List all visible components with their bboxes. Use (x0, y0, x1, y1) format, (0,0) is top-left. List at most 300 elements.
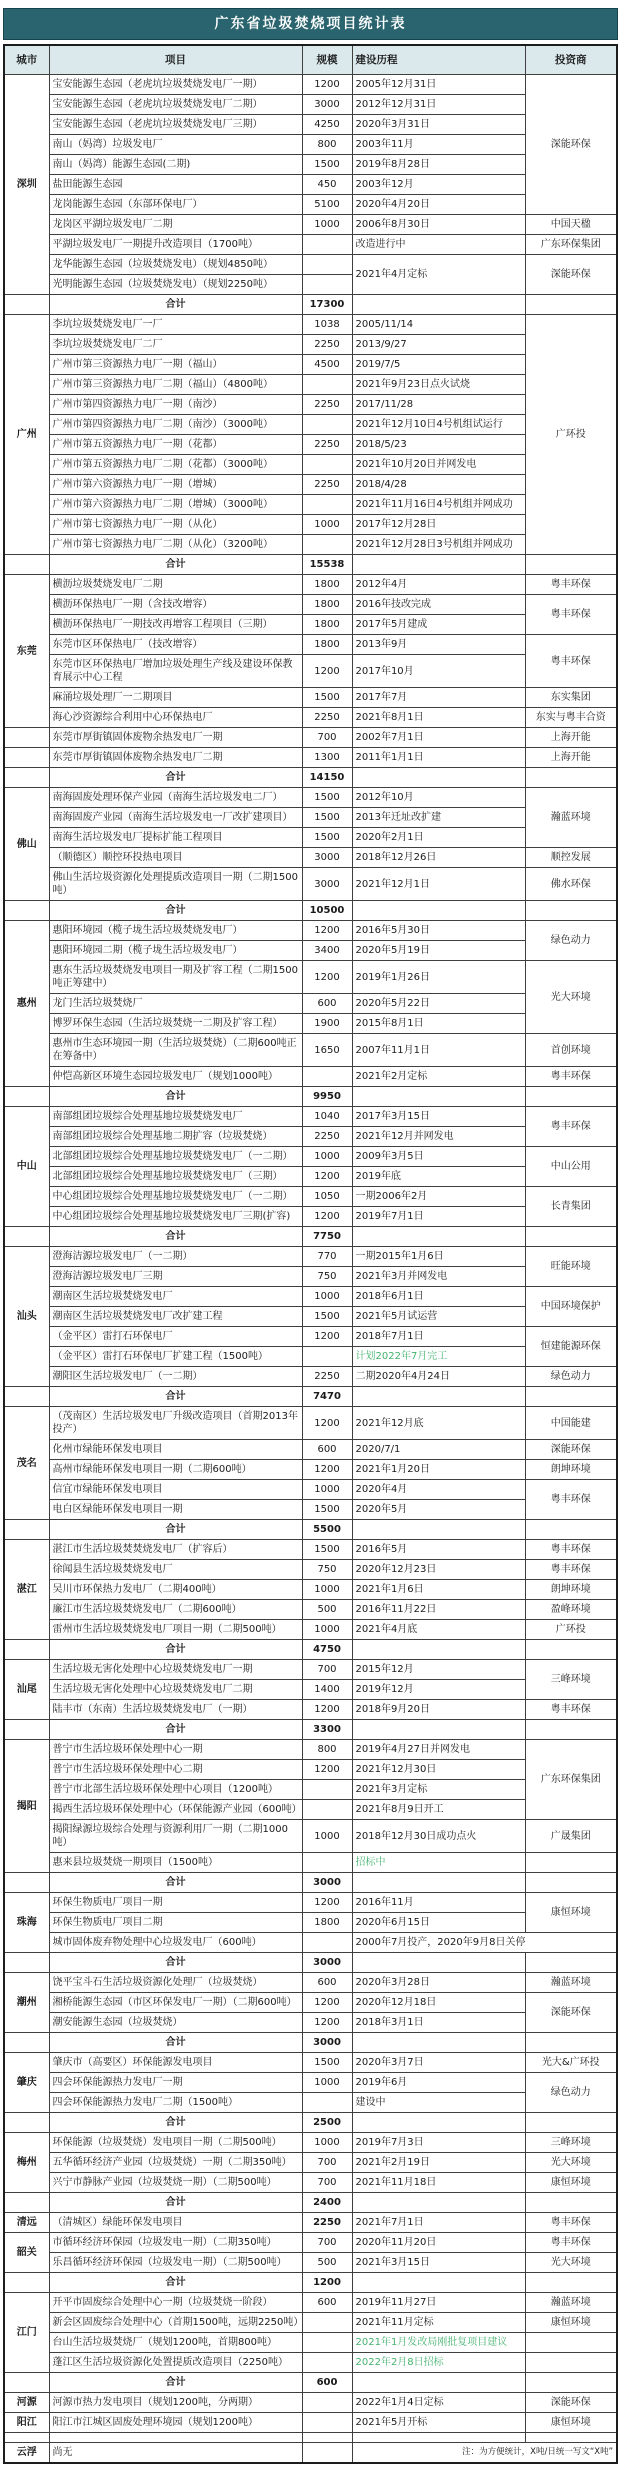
scale-cell: 1200 (302, 1460, 352, 1480)
total-row (4, 1640, 617, 1660)
city-cell: 韶关 (4, 2233, 49, 2273)
city-cell (4, 1520, 49, 1540)
table-row (4, 2393, 617, 2413)
project-cell: 潮阳区生活垃圾发电厂（一二期） (49, 1367, 302, 1387)
investor-cell (525, 2033, 617, 2053)
project-cell: 化州市绿能环保发电项目 (49, 1440, 302, 1460)
total-row (4, 295, 617, 315)
total-row (4, 1720, 617, 1740)
scale-cell: 1000 (302, 1480, 352, 1500)
city-cell: 揭阳 (4, 1740, 49, 1873)
scale-cell: 500 (302, 1600, 352, 1620)
investor-cell: 中国环境保护 (525, 1287, 617, 1327)
history-cell: 2020年3月31日 (352, 115, 525, 135)
history-cell: 2012年10月 (352, 788, 525, 808)
table-row (4, 2353, 617, 2373)
history-cell: 2020年5月 (352, 1500, 525, 1520)
history-cell: 2020年12月23日 (352, 1560, 525, 1580)
project-cell: 南山（妈湾）垃圾发电厂 (49, 135, 302, 155)
table-row (4, 1700, 617, 1720)
investor-cell: 朗坤环境 (525, 1460, 617, 1480)
scale-cell: 1400 (302, 1680, 352, 1700)
table-row (4, 1287, 617, 1307)
investor-cell: 瀚蓝环境 (525, 788, 617, 848)
project-cell: 南部组团垃圾综合处理基地垃圾焚烧发电厂 (49, 1107, 302, 1127)
project-cell: 湘桥能源生态园（市区环保发电厂一期）（二期600吨） (49, 1993, 302, 2013)
history-cell: 2018年7月1日 (352, 1327, 525, 1347)
city-cell (4, 1873, 49, 1893)
scale-cell: 2250 (302, 708, 352, 728)
scale-cell (302, 235, 352, 255)
table-row (4, 315, 617, 335)
investor-cell: 中国天楹 (525, 215, 617, 235)
history-cell: 2021年12月10日4号机组试运行 (352, 415, 525, 435)
investor-cell: 长青集团 (525, 1187, 617, 1227)
investor-cell: 佛水环保 (525, 868, 617, 901)
total-label: 合计 (49, 1087, 302, 1107)
table-row (4, 595, 617, 615)
table-row (4, 708, 617, 728)
investor-cell: 粤丰环保 (525, 1067, 617, 1087)
history-cell: 2021年8月1日 (352, 708, 525, 728)
history-cell: 2017年10月 (352, 655, 525, 688)
total-label: 合计 (49, 901, 302, 921)
history-cell (352, 1953, 525, 1973)
table-row (4, 1480, 617, 1500)
scale-cell: 1500 (302, 828, 352, 848)
investor-cell (525, 1720, 617, 1740)
scale-cell: 5100 (302, 195, 352, 215)
total-label: 合计 (49, 295, 302, 315)
project-cell: 四会环保能源热力发电厂一期 (49, 2073, 302, 2093)
table-row (4, 1933, 617, 1953)
investor-cell (525, 1087, 617, 1107)
total-label: 合计 (49, 2193, 302, 2213)
total-row (4, 2193, 617, 2213)
table-row (4, 788, 617, 808)
city-cell: 汕尾 (4, 1660, 49, 1720)
table-row (4, 1367, 617, 1387)
history-cell: 2018年9月20日 (352, 1700, 525, 1720)
scale-cell: 3000 (302, 868, 352, 901)
investor-cell: 绿色动力 (525, 2073, 617, 2113)
total-label: 合计 (49, 2113, 302, 2133)
scale-cell: 1200 (302, 1993, 352, 2013)
investor-cell (525, 1640, 617, 1660)
project-cell: 陆丰市（东南）生活垃圾焚烧发电厂（一期） (49, 1700, 302, 1720)
history-cell: 2021年5月开标 (352, 2413, 525, 2433)
history-cell: 2021年8月9日开工 (352, 1800, 525, 1820)
project-cell: 北部组团垃圾综合处理基地垃圾焚烧发电厂（三期） (49, 1167, 302, 1187)
scale-cell (302, 1800, 352, 1820)
history-cell: 一期2006年2月 (352, 1187, 525, 1207)
total-label: 合计 (49, 1640, 302, 1660)
history-cell: 2016年11月 (352, 1893, 525, 1913)
project-cell: 揭阳绿源垃圾综合处理与资源利用厂一期（二期1000吨） (49, 1820, 302, 1853)
history-cell: 2021年12月30日 (352, 1760, 525, 1780)
scale-cell: 2250 (302, 1367, 352, 1387)
investor-cell (525, 1227, 617, 1247)
table-row (4, 2073, 617, 2093)
investor-cell: 深能环保 (525, 1440, 617, 1460)
history-cell: 2000年7月投产，2020年9月8日关停 (352, 1933, 617, 1953)
investor-cell: 瀚蓝环境 (525, 1973, 617, 1993)
history-cell (352, 1873, 525, 1893)
history-cell: 2016年11月22日 (352, 1600, 525, 1620)
investor-cell: 广环投 (525, 1620, 617, 1640)
investor-cell: 康恒环境 (525, 2413, 617, 2433)
project-cell: 广州市第六资源热力电厂二期（增城）（3000吨） (49, 495, 302, 515)
table-body (4, 75, 617, 2464)
table-row (4, 1327, 617, 1347)
scale-cell: 1040 (302, 1107, 352, 1127)
scale-cell (302, 1853, 352, 1873)
city-cell: 梅州 (4, 2133, 49, 2193)
scale-cell: 1000 (302, 1580, 352, 1600)
history-cell: 2017年7月 (352, 688, 525, 708)
total-value: 5500 (302, 1520, 352, 1540)
investor-cell (525, 2113, 617, 2133)
total-value: 17300 (302, 295, 352, 315)
history-cell: 2021年2月19日 (352, 2153, 525, 2173)
history-cell: 2018年6月1日 (352, 1287, 525, 1307)
table-row (4, 2053, 617, 2073)
total-row (4, 768, 617, 788)
history-cell: 2020年3月28日 (352, 1973, 525, 1993)
history-cell: 2003年12月 (352, 175, 525, 195)
total-row (4, 1953, 617, 1973)
total-row (4, 1227, 617, 1247)
scale-cell: 1200 (302, 1167, 352, 1187)
history-cell (352, 768, 525, 788)
investor-cell: 首创环境 (525, 1034, 617, 1067)
scale-cell: 1200 (302, 1327, 352, 1347)
city-cell: 广州 (4, 315, 49, 555)
project-cell: 中心组团垃圾综合处理基地垃圾焚烧发电厂（一二期） (49, 1187, 302, 1207)
total-value: 3000 (302, 1953, 352, 1973)
investor-cell: 上海开能 (525, 728, 617, 748)
project-cell: 南山（妈湾）能源生态园(二期) (49, 155, 302, 175)
investor-cell (525, 1853, 617, 1873)
city-cell: 阳江 (4, 2413, 49, 2433)
history-cell: 2020年4月 (352, 1480, 525, 1500)
investor-cell: 上海开能 (525, 748, 617, 768)
history-cell: 2020年5月19日 (352, 941, 525, 961)
history-cell: 2021年9月23日点火试烧 (352, 375, 525, 395)
city-cell (4, 2193, 49, 2213)
total-value: 3000 (302, 1873, 352, 1893)
column-header-investor: 投资商 (525, 45, 617, 75)
history-cell: 2021年12月1日 (352, 868, 525, 901)
scale-cell: 600 (302, 1440, 352, 1460)
table-row (4, 2313, 617, 2333)
scale-cell: 1000 (302, 2133, 352, 2153)
table-row (4, 1660, 617, 1680)
scale-cell (302, 255, 352, 275)
project-cell: 横沥环保热电厂一期（含技改增容） (49, 595, 302, 615)
project-cell: 揭西生活垃圾环保处理中心（环保能源产业园（600吨） (49, 1800, 302, 1820)
city-cell: 河源 (4, 2393, 49, 2413)
table-row (4, 2413, 617, 2433)
table-row (4, 1580, 617, 1600)
total-label: 合计 (49, 2373, 302, 2393)
scale-cell (302, 2353, 352, 2373)
city-cell (4, 1227, 49, 1247)
history-cell (352, 2273, 525, 2293)
project-cell: （金平区）雷打石环保电厂扩建工程（1500吨） (49, 1347, 302, 1367)
scale-cell: 750 (302, 1560, 352, 1580)
history-cell: 2020/7/1 (352, 1440, 525, 1460)
city-cell (4, 901, 49, 921)
table-row (4, 2253, 617, 2273)
investor-cell: 粤丰环保 (525, 1480, 617, 1520)
page-title: 广东省垃圾焚烧项目统计表 (3, 8, 618, 40)
city-cell: 湛江 (4, 1540, 49, 1640)
investor-cell: 光大环境 (525, 2253, 617, 2273)
total-label: 合计 (49, 555, 302, 575)
project-cell: 尚无 (49, 2443, 302, 2464)
project-cell: 中心组团垃圾综合处理基地垃圾焚烧发电厂三期(扩容) (49, 1207, 302, 1227)
scale-cell: 1800 (302, 575, 352, 595)
project-cell: 李坑垃圾焚烧发电厂一厂 (49, 315, 302, 335)
scale-cell (302, 1933, 352, 1953)
scale-cell: 1800 (302, 615, 352, 635)
investor-cell: 粤丰环保 (525, 635, 617, 688)
scale-cell: 1000 (302, 515, 352, 535)
history-cell: 注：为方便统计，X吨/日统一写文“X吨” (352, 2443, 617, 2464)
history-cell: 2007年11月1日 (352, 1034, 525, 1067)
table-row (4, 215, 617, 235)
table-row (4, 1560, 617, 1580)
table-row (4, 688, 617, 708)
investor-cell: 广东环保集团 (525, 1740, 617, 1820)
total-value: 7750 (302, 1227, 352, 1247)
scale-cell: 500 (302, 2253, 352, 2273)
scale-cell: 700 (302, 2153, 352, 2173)
investor-cell: 粤丰环保 (525, 1540, 617, 1560)
history-cell: 2012年12月31日 (352, 95, 525, 115)
total-value: 3300 (302, 1720, 352, 1740)
scale-cell: 2250 (302, 335, 352, 355)
history-cell (352, 1720, 525, 1740)
project-cell: （清城区）绿能环保发电项目 (49, 2213, 302, 2233)
column-header-city: 城市 (4, 45, 49, 75)
history-cell: 2019/7/5 (352, 355, 525, 375)
scale-cell (302, 2413, 352, 2433)
table-row (4, 75, 617, 95)
investor-cell: 深能环保 (525, 255, 617, 295)
scale-cell: 450 (302, 175, 352, 195)
scale-cell: 1500 (302, 788, 352, 808)
history-cell: 2017年5月建成 (352, 615, 525, 635)
history-cell: 2019年12月 (352, 1680, 525, 1700)
scale-cell: 1200 (302, 1207, 352, 1227)
investor-cell (525, 2373, 617, 2393)
scale-cell (302, 2443, 352, 2464)
project-cell: 东莞市区环保热电厂（技改增容） (49, 635, 302, 655)
scale-cell: 1038 (302, 315, 352, 335)
city-cell (4, 2373, 49, 2393)
history-cell: 2019年底 (352, 1167, 525, 1187)
history-cell: 2019年8月28日 (352, 155, 525, 175)
table-row (4, 1034, 617, 1067)
total-value: 600 (302, 2373, 352, 2393)
scale-cell (302, 455, 352, 475)
history-cell: 2019年6月 (352, 2073, 525, 2093)
history-cell: 2021年3月15日 (352, 2253, 525, 2273)
total-row (4, 2033, 617, 2053)
total-row (4, 1873, 617, 1893)
project-cell: 惠阳环境园二期（榄子垅生活垃圾发电厂） (49, 941, 302, 961)
scale-cell (302, 2093, 352, 2113)
table-row (4, 1600, 617, 1620)
history-cell: 2021年12月28日3号机组并网成功 (352, 535, 525, 555)
project-cell: 普宁市北部生活垃圾环保处理中心项目（1200吨） (49, 1780, 302, 1800)
total-row (4, 901, 617, 921)
investor-cell (525, 768, 617, 788)
total-value: 4750 (302, 1640, 352, 1660)
project-cell: 河源市热力发电项目（规划1200吨，分两期） (49, 2393, 302, 2413)
project-cell: 惠来县垃圾焚烧一期项目（1500吨） (49, 1853, 302, 1873)
scale-cell (302, 535, 352, 555)
project-cell: 市循环经济环保园（垃圾发电一期）（二期350吨） (49, 2233, 302, 2253)
scale-cell: 700 (302, 2173, 352, 2193)
history-cell: 2019年7月3日 (352, 2133, 525, 2153)
table-row (4, 1460, 617, 1480)
project-cell: 惠州市生态环境园一期（生活垃圾焚烧）（二期600吨正在筹备中） (49, 1034, 302, 1067)
total-value: 15538 (302, 555, 352, 575)
scale-cell (302, 495, 352, 515)
project-cell: 环保生物质电厂项目二期 (49, 1913, 302, 1933)
history-cell (352, 1387, 525, 1407)
table-row (4, 2173, 617, 2193)
investor-cell: 瀚蓝环境 (525, 2293, 617, 2313)
investor-cell: 东实与粤丰合资 (525, 708, 617, 728)
history-cell: 招标中 (352, 1853, 525, 1873)
history-cell (352, 295, 525, 315)
history-cell: 2018/5/23 (352, 435, 525, 455)
total-label: 合计 (49, 1720, 302, 1740)
history-cell: 计划2022年7月完工 (352, 1347, 525, 1367)
scale-cell (302, 2313, 352, 2333)
project-cell: 宝安能源生态园（老虎坑垃圾焚烧发电厂三期） (49, 115, 302, 135)
scale-cell: 1200 (302, 1700, 352, 1720)
table-row (4, 961, 617, 994)
history-cell: 2005/11/14 (352, 315, 525, 335)
project-cell: 电白区绿能环保发电项目一期 (49, 1500, 302, 1520)
scale-cell: 1200 (302, 655, 352, 688)
history-cell (352, 2193, 525, 2213)
table-row (4, 2153, 617, 2173)
scale-cell: 1000 (302, 2073, 352, 2093)
city-cell: 清远 (4, 2213, 49, 2233)
project-cell: 龙岗能源生态园（东部环保电厂） (49, 195, 302, 215)
investor-cell: 绿色动力 (525, 1367, 617, 1387)
history-cell: 2018年12月30日成功点火 (352, 1820, 525, 1853)
scale-cell (302, 2393, 352, 2413)
city-cell (4, 2113, 49, 2133)
project-cell: 普宁市生活垃圾环保处理中心二期 (49, 1760, 302, 1780)
scale-cell: 1000 (302, 1287, 352, 1307)
scale-cell: 1200 (302, 1893, 352, 1913)
table-row (4, 635, 617, 655)
city-cell: 中山 (4, 1107, 49, 1227)
investor-cell: 广东环保集团 (525, 235, 617, 255)
history-cell: 2022年2月8日招标 (352, 2353, 525, 2373)
history-cell: 2016年5月 (352, 1540, 525, 1560)
scale-cell: 2250 (302, 475, 352, 495)
city-cell (4, 2273, 49, 2293)
history-cell: 2015年12月 (352, 1660, 525, 1680)
city-cell: 东莞 (4, 575, 49, 728)
project-cell: （顺德区）顺控环投热电项目 (49, 848, 302, 868)
empty-cell (49, 2433, 302, 2443)
scale-cell (302, 275, 352, 295)
city-cell (4, 1087, 49, 1107)
scale-cell: 600 (302, 1973, 352, 1993)
project-cell: 广州市第六资源热力电厂一期（增城） (49, 475, 302, 495)
project-cell: 广州市第三资源热力电厂一期（福山） (49, 355, 302, 375)
project-cell: 阳江市江城区固废处理环境园（规划1200吨） (49, 2413, 302, 2433)
history-cell: 2017/11/28 (352, 395, 525, 415)
project-cell: 东莞市厚街镇固体废物余热发电厂一期 (49, 728, 302, 748)
history-cell (352, 901, 525, 921)
scale-cell: 1800 (302, 1913, 352, 1933)
scale-cell (302, 375, 352, 395)
project-cell: 饶平宝斗石生活垃圾资源化处理厂（垃圾焚烧） (49, 1973, 302, 1993)
project-cell: 南部组团垃圾综合处理基地二期扩容（垃圾焚烧） (49, 1127, 302, 1147)
table-row (4, 748, 617, 768)
history-cell: 2013年9月 (352, 635, 525, 655)
table-row (4, 1740, 617, 1760)
project-cell: 广州市第四资源热力电厂二期（南沙）（3000吨） (49, 415, 302, 435)
history-cell: 2020年3月7日 (352, 2053, 525, 2073)
table-row (4, 2443, 617, 2464)
history-cell: 2019年11月27日 (352, 2293, 525, 2313)
history-cell: 改造进行中 (352, 235, 525, 255)
history-cell: 2006年8月30日 (352, 215, 525, 235)
history-cell: 2021年4月底 (352, 1620, 525, 1640)
table-row (4, 2293, 617, 2313)
city-cell (4, 728, 49, 748)
city-cell (4, 295, 49, 315)
investor-cell (525, 295, 617, 315)
project-cell: 北部组团垃圾综合处理基地垃圾焚烧发电厂（一二期） (49, 1147, 302, 1167)
project-cell: 李坑垃圾焚烧发电厂二厂 (49, 335, 302, 355)
table-row (4, 1973, 617, 1993)
project-cell: （茂南区）生活垃圾发电厂升级改造项目（首期2013年投产） (49, 1407, 302, 1440)
history-cell: 2002年7月1日 (352, 728, 525, 748)
scale-cell: 2250 (302, 2213, 352, 2233)
total-value: 10500 (302, 901, 352, 921)
city-cell: 肇庆 (4, 2053, 49, 2113)
city-cell (4, 748, 49, 768)
project-cell: 光明能源生态园（垃圾焚烧发电）（规划2250吨） (49, 275, 302, 295)
project-cell: 信宜市绿能环保发电项目 (49, 1480, 302, 1500)
table-row (4, 1187, 617, 1207)
total-row (4, 2373, 617, 2393)
city-cell (4, 1640, 49, 1660)
column-header-history: 建设历程 (352, 45, 525, 75)
projects-table (3, 44, 618, 2464)
investor-cell (525, 1387, 617, 1407)
project-cell: 盐田能源生态园 (49, 175, 302, 195)
history-cell: 2021年11月16日4号机组并网成功 (352, 495, 525, 515)
project-cell: 平湖垃圾发电厂一期提升改造项目（1700吨） (49, 235, 302, 255)
total-label: 合计 (49, 2033, 302, 2053)
investor-cell: 光大环境 (525, 961, 617, 1034)
scale-cell: 700 (302, 1660, 352, 1680)
